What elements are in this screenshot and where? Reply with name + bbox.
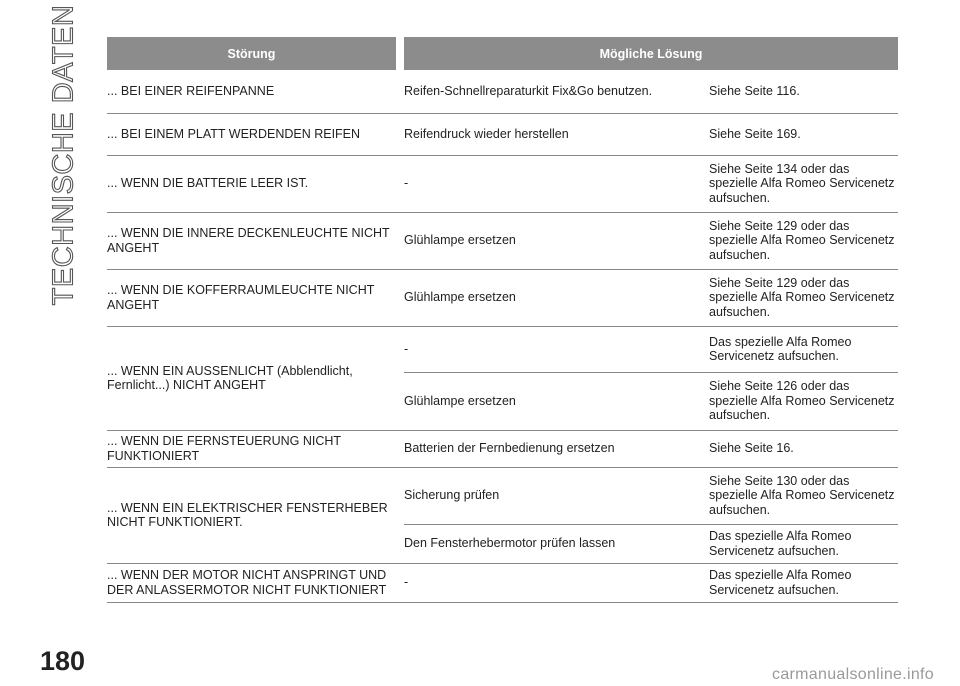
solution-cell: Glühlampe ersetzen [404, 233, 516, 248]
troubleshooting-table [107, 37, 898, 603]
section-title-text: TECHNISCHE DATEN [47, 4, 80, 306]
page-number: 180 [40, 646, 86, 676]
problem-cell: ... BEI EINEM PLATT WERDENDEN REIFEN [107, 126, 361, 141]
solution-cell: Glühlampe ersetzen [404, 393, 516, 408]
problem-cell: ... WENN EIN ELEKTRISCHER FENSTERHEBER NICHT FUNKTIONIERT. [107, 500, 388, 529]
solution-cell: Reifendruck wieder herstellen [404, 126, 569, 141]
reference-cell: Siehe Seite 116. [709, 84, 800, 99]
watermark: carmanualsonline.info [772, 666, 934, 683]
problem-cell: ... BEI EINER REIFENPANNE [107, 84, 275, 99]
problem-cell: ... WENN DIE KOFFERRAUMLEUCHTE NICHT ANGEHT [107, 283, 375, 312]
problem-cell: ... WENN DER MOTOR NICHT ANSPRINGT UND DER ANLASSERMOTOR NICHT FUNKTIONIERT [107, 568, 387, 597]
reference-cell: Siehe Seite 129 oder das spezielle Alfa Romeo Servicenetz aufsuchen. [709, 275, 895, 319]
column-header-solution: Mögliche Lösung [404, 37, 898, 70]
reference-cell: Das spezielle Alfa Romeo Servicenetz aufsuchen. [709, 529, 852, 558]
reference-cell: Siehe Seite 169. [709, 126, 801, 141]
reference-cell: Siehe Seite 129 oder das spezielle Alfa Romeo Servicenetz aufsuchen. [709, 218, 895, 262]
problem-cell: ... WENN DIE INNERE DECKENLEUCHTE NICHT ANGEHT [107, 226, 390, 255]
table-header [107, 37, 898, 70]
problem-cell: ... WENN DIE FERNSTEUERUNG NICHT FUNKTIONIERT [107, 434, 341, 463]
table-body [107, 70, 898, 603]
reference-cell: Siehe Seite 126 oder das spezielle Alfa Romeo Servicenetz aufsuchen. [709, 379, 895, 423]
solution-cell: - [404, 176, 409, 191]
solution-cell: - [404, 575, 409, 590]
solution-cell: Sicherung prüfen [404, 488, 500, 503]
section-title-vertical [40, 4, 88, 306]
reference-cell: Siehe Seite 16. [709, 441, 794, 456]
reference-cell: Das spezielle Alfa Romeo Servicenetz aufsuchen. [709, 568, 852, 597]
solution-cell: Glühlampe ersetzen [404, 290, 516, 305]
reference-cell: Siehe Seite 130 oder das spezielle Alfa Romeo Servicenetz aufsuchen. [709, 473, 895, 517]
problem-cell: ... WENN DIE BATTERIE LEER IST. [107, 176, 309, 191]
reference-cell: Siehe Seite 134 oder das spezielle Alfa Romeo Servicenetz aufsuchen. [709, 161, 895, 205]
column-header-problem: Störung [107, 37, 396, 70]
solution-cell: Batterien der Fernbedienung ersetzen [404, 441, 615, 456]
solution-cell: Den Fensterhebermotor prüfen lassen [404, 536, 616, 551]
solution-cell: Reifen-Schnellreparaturkit Fix&Go benutzen. [404, 84, 653, 99]
solution-cell: - [404, 341, 409, 356]
problem-cell: ... WENN EIN AUSSENLICHT (Abblendlicht, Fernlicht...) NICHT ANGEHT [107, 363, 353, 392]
reference-cell: Das spezielle Alfa Romeo Servicenetz aufsuchen. [709, 334, 852, 363]
